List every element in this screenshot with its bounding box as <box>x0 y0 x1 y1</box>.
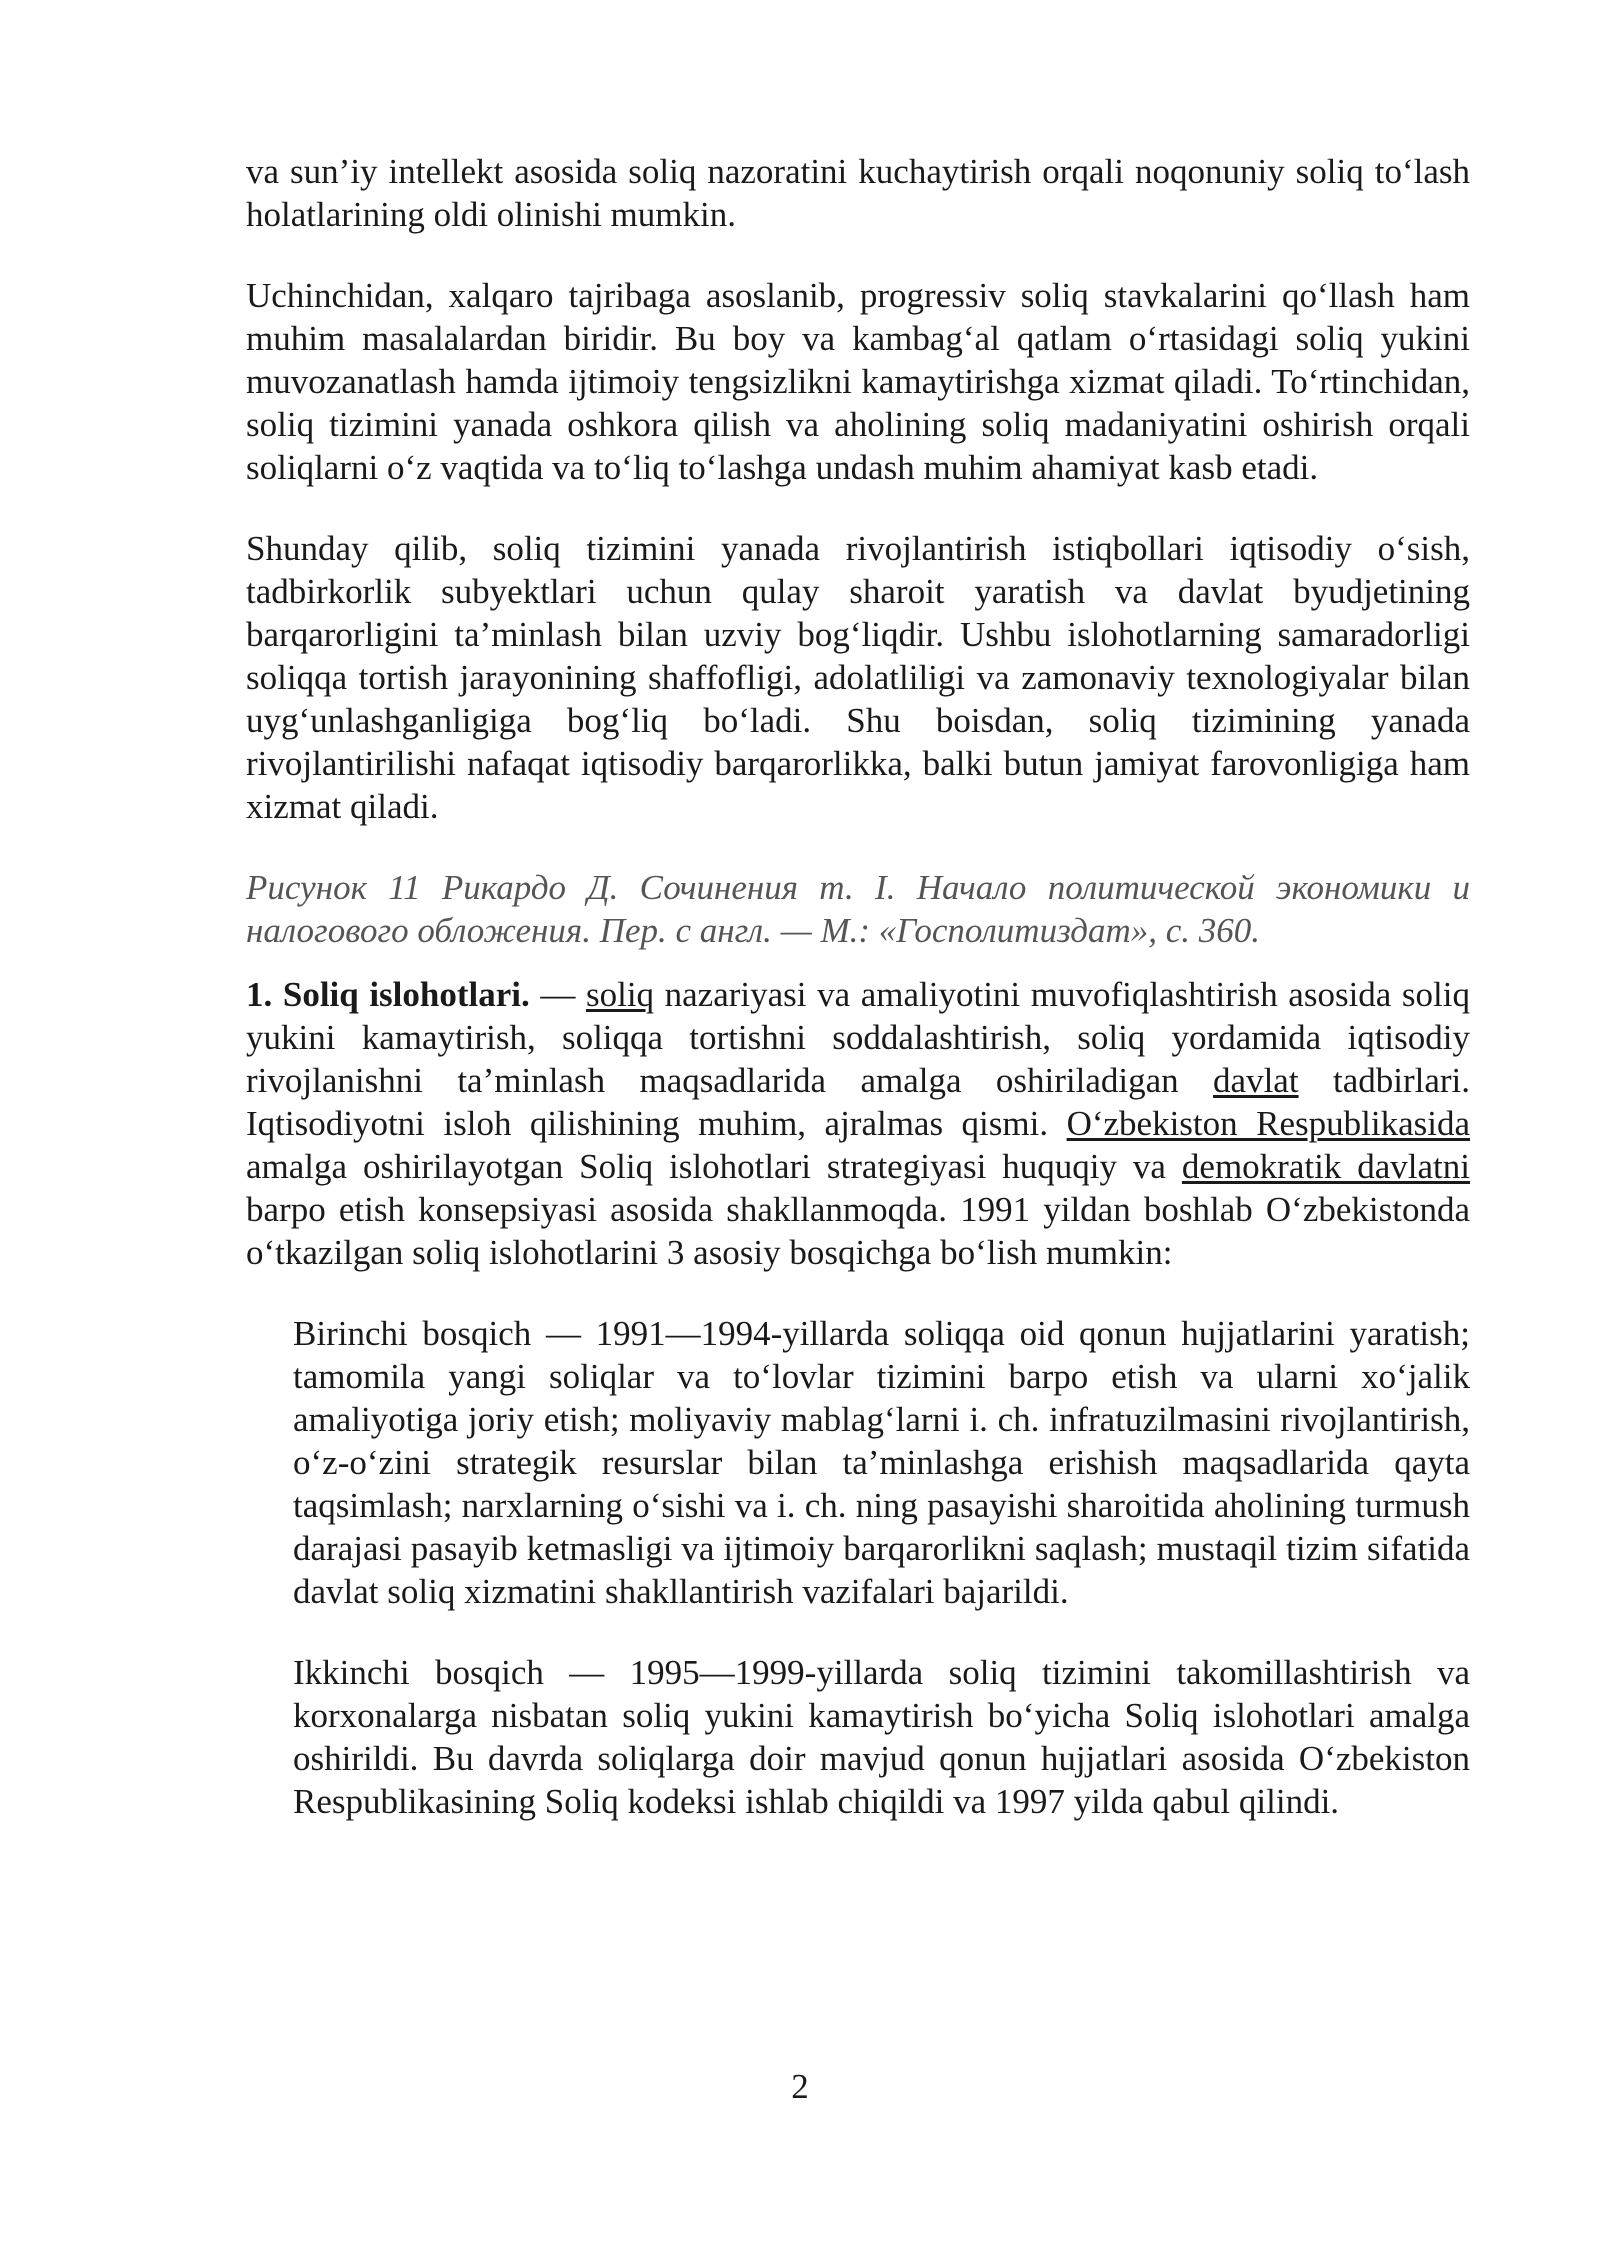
stage-first: Birinchi bosqich — 1991—1994-yillarda soliqqa oid qonun hujjatlarini yaratish; tamomila yangi soliqlar va to‘lovlar tizimini barpo etish va ularni xo‘jalik amaliyotiga joriy etish; moliyaviy mablag‘larni i. ch. infratuzilmasini rivojlantirish, o‘z-o‘zini strategik resurslar bilan ta’minlashga erishish maqsadlarida qayta taqsimlash; narxlarning o‘sishi va i. ch. ning pasayishi sharoitida aholining turmush darajasi pasayib ketmasligi va ijtimoiy barqarorlikni saqlash; mustaqil tizim sifatida davlat soliq xizmatini shakllantirish vazifalari bajarildi. <box>293 1314 1470 1611</box>
paragraph-intellect: va sun’iy intellekt asosida soliq nazoratini kuchaytirish orqali noqonuniy soliq to‘lash holatlarining oldi olinishi mumkin. <box>246 152 1470 234</box>
section-dash: — <box>529 975 586 1014</box>
section-tax-reforms <box>246 973 1470 1274</box>
stage-second: Ikkinchi bosqich — 1995—1999-yillarda soliq tizimini takomillashtirish va korxonalarga nisbatan soliq yukini kamaytirish bo‘yicha Soliq islohotlari amalga oshirildi. Bu davrda soliqlarga doir mavjud qonun hujjatlari asosida O‘zbekiston Respublikasining Soliq kodeksi ishlab chiqildi va 1997 yilda qabul qilindi. <box>293 1653 1470 1821</box>
section-text-3: amalga oshirilayotgan Soliq islohotlari strategiyasi huquqiy va <box>246 1147 1182 1186</box>
link-soliq[interactable]: soliq <box>585 975 655 1014</box>
section-text-1: nazariyasi va amaliyotini muvofiqlashtirish asosida soliq yukini kamaytirish, soliqqa tortishni soddalashtirish, soliq yordamida iqtisodiy rivojlanishni ta’minlash maqsadlarida amalga oshiriladigan <box>246 975 1470 1100</box>
paragraph-progressive-tax: Uchinchidan, xalqaro tajribaga asoslanib, progressiv soliq stavkalarini qo‘llash ham muhim masalalardan biridir. Bu boy va kambag‘al qatlam o‘rtasidagi soliq yukini muvozanatlash hamda ijtimoiy tengsizlikni kamaytirishga xizmat qiladi. To‘rtinchidan, soliq tizimini yanada oshkora qilish va aholining soliq madaniyatini oshirish orqali soliqlarni o‘z vaqtida va to‘liq to‘lashga undash muhim ahamiyat kasb etadi. <box>246 276 1470 487</box>
section-text-4: barpo etish konsepsiyasi asosida shakllanmoqda. 1991 yildan boshlab O‘zbekistonda o‘tkazilgan soliq islohotlarini 3 asosiy bosqichga bo‘lish mumkin: <box>246 1190 1470 1272</box>
section-number: 1 <box>246 975 264 1014</box>
link-uzbekistan-republic[interactable]: O‘zbekiston Respublikasida <box>1066 1104 1470 1143</box>
section-text-2: tadbirlari. Iqtisodiyotni isloh qilishining muhim, ajralmas qismi. <box>246 1061 1471 1143</box>
figure-caption: Рисунок 11 Рикардо Д. Сочинения т. I. Начало политической экономики и налогового обложения. Пер. с англ. — М.: «Госполитиздат», с. 360. <box>246 868 1470 950</box>
link-democratic-state[interactable]: demokratik davlatni <box>1181 1147 1471 1186</box>
paragraph-conclusion: Shunday qilib, soliq tizimini yanada rivojlantirish istiqbollari iqtisodiy o‘sish, tadbirkorlik subyektlari uchun qulay sharoit yaratish va davlat byudjetining barqarorligini ta’minlash bilan uzviy bog‘liqdir. Ushbu islohotlarning samaradorligi soliqqa tortish jarayonining shaffofligi, adolatliligi va zamonaviy texnologiyalar bilan uyg‘unlashganligiga bog‘liq bo‘ladi. Shu boisdan, soliq tizimining yanada rivojlantirilishi nafaqat iqtisodiy barqarorlikka, balki butun jamiyat farovonligiga ham xizmat qiladi. <box>246 529 1470 826</box>
link-davlat[interactable]: davlat <box>1213 1061 1299 1100</box>
page-number: 2 <box>791 2067 809 2106</box>
document-page <box>246 150 1470 1823</box>
section-title: . Soliq islohotlari. <box>263 975 530 1014</box>
